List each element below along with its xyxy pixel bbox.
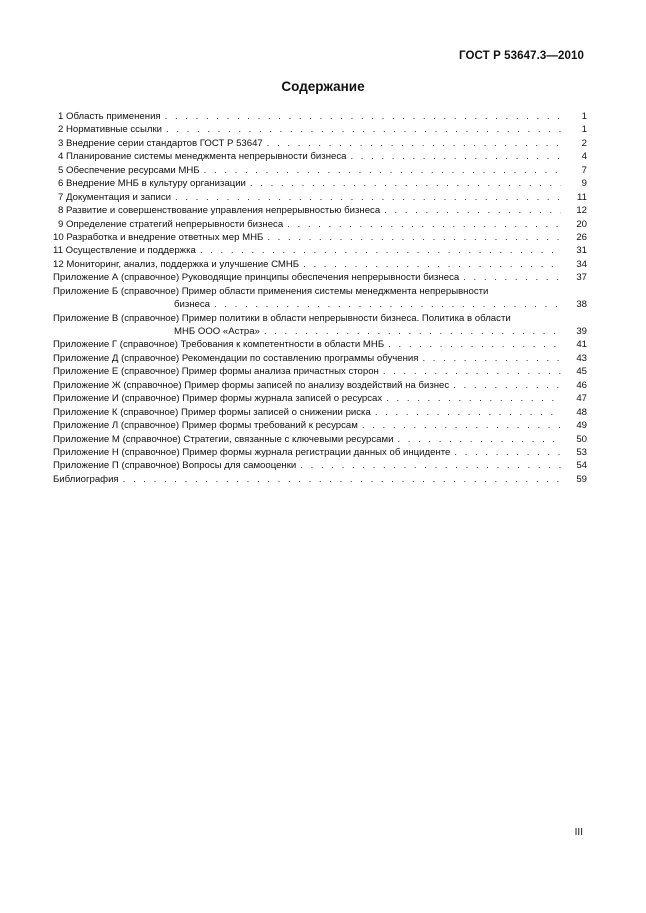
toc-entry-title: 9 Определение стратегий непрерывности бизнеса — [58, 218, 284, 230]
toc-entry[interactable] — [53, 177, 587, 190]
toc-entry-title: 2 Нормативные ссылки — [58, 124, 163, 136]
toc-entry-page: 9 — [581, 178, 587, 190]
toc-entry[interactable] — [53, 365, 587, 378]
toc-entry[interactable] — [53, 312, 587, 325]
toc-entry-title: 12 Мониторинг, анализ, поддержка и улучшение СМНБ — [53, 258, 300, 270]
toc-entry-page: 49 — [576, 420, 587, 432]
toc-entry-page: 2 — [581, 137, 587, 149]
toc-entry-page: 38 — [576, 299, 587, 311]
toc-entry-page: 54 — [576, 460, 587, 472]
toc-entry[interactable] — [53, 258, 587, 271]
toc-leader-dots — [384, 204, 561, 217]
toc-entry-title: Приложение П (справочное) Вопросы для самооценки — [53, 460, 297, 472]
toc-title: Содержание — [281, 79, 365, 94]
toc-entry-title: 10 Разработка и внедрение ответных мер МНБ — [53, 231, 264, 243]
toc-entry-title: Приложение Г (справочное) Требования к компетентности в области МНБ — [53, 339, 385, 351]
toc-entry-page: 48 — [576, 406, 587, 418]
toc-entry-page: 37 — [576, 272, 587, 284]
toc-entry-title: Приложение М (справочное) Стратегии, связанные с ключевыми ресурсами — [53, 433, 394, 445]
toc-entry[interactable] — [53, 164, 587, 177]
toc-entry-title: Приложение Ж (справочное) Пример формы записей по анализу воздействий на бизнес — [53, 379, 450, 391]
toc-leader-dots — [214, 298, 561, 311]
toc-entry-page: 50 — [576, 433, 587, 445]
toc-entry-title: Приложение Д (справочное) Рекомендации по составлению программы обучения — [53, 352, 419, 364]
toc-entry[interactable] — [53, 352, 587, 365]
toc-leader-dots — [350, 150, 561, 163]
toc-entry-page: 46 — [576, 379, 587, 391]
toc-entry[interactable] — [53, 137, 587, 150]
toc-entry-title: Приложение Б (справочное) Пример области применения системы менеджмента непрерывности — [53, 285, 489, 297]
toc-entry[interactable] — [53, 325, 587, 338]
toc-entry-page: 45 — [576, 366, 587, 378]
toc-leader-dots — [453, 379, 561, 392]
toc-entry[interactable] — [53, 244, 587, 257]
toc-leader-dots — [300, 459, 561, 472]
toc-entry[interactable] — [53, 150, 587, 163]
toc-entry-page: 43 — [576, 352, 587, 364]
toc-leader-dots — [204, 164, 561, 177]
toc-entry-page: 7 — [581, 164, 587, 176]
toc-entry-title: Приложение Е (справочное) Пример формы анализа причастных сторон — [53, 366, 379, 378]
table-of-contents — [53, 110, 587, 486]
toc-entry-title: 11 Осуществление и поддержка — [53, 245, 196, 257]
page-number: III — [574, 827, 583, 838]
toc-entry[interactable] — [53, 419, 587, 432]
toc-entry-title: 7 Документация и записи — [58, 191, 171, 203]
toc-entry-title: 1 Область применения — [58, 111, 161, 122]
toc-leader-dots — [250, 177, 561, 190]
toc-entry-page: 59 — [576, 473, 587, 485]
toc-entry-page: 39 — [576, 326, 587, 337]
toc-entry-title: бизнеса — [174, 299, 211, 311]
toc-leader-dots — [166, 123, 561, 136]
toc-entry[interactable] — [53, 271, 587, 284]
toc-entry-page: 12 — [576, 205, 587, 217]
toc-entry-page: 41 — [576, 339, 587, 351]
toc-entry-page: 4 — [581, 151, 587, 163]
toc-entry[interactable] — [53, 110, 587, 123]
toc-entry[interactable] — [53, 406, 587, 419]
toc-entry[interactable] — [53, 298, 587, 311]
toc-leader-dots — [175, 191, 561, 204]
toc-entry[interactable] — [53, 433, 587, 446]
toc-leader-dots — [375, 406, 561, 419]
toc-leader-dots — [386, 392, 561, 405]
toc-entry-title: 4 Планирование системы менеджмента непрерывности бизнеса — [58, 151, 347, 163]
toc-entry-page: 34 — [576, 258, 587, 270]
toc-entry-page: 47 — [576, 393, 587, 405]
toc-entry[interactable] — [53, 446, 587, 459]
toc-leader-dots — [454, 446, 561, 459]
toc-entry[interactable] — [53, 338, 587, 351]
toc-leader-dots — [267, 137, 561, 150]
toc-entry[interactable] — [53, 459, 587, 472]
toc-entry-page: 26 — [576, 231, 587, 243]
toc-entry-title: 8 Развитие и совершенствование управления непрерывностью бизнеса — [58, 205, 381, 217]
toc-leader-dots — [388, 338, 561, 351]
toc-entry-title: Приложение И (справочное) Пример формы журнала записей о ресурсах — [53, 393, 383, 405]
toc-entry-title: Приложение Л (справочное) Пример формы требований к ресурсам — [53, 420, 358, 432]
toc-entry[interactable] — [53, 473, 587, 486]
toc-entry-page: 20 — [576, 218, 587, 230]
toc-leader-dots — [463, 271, 561, 284]
toc-leader-dots — [397, 433, 561, 446]
toc-entry-page: 31 — [576, 245, 587, 257]
toc-entry-title: Приложение В (справочное) Пример политики в области непрерывности бизнеса. Политика в области — [53, 312, 511, 324]
document-code: ГОСТ Р 53647.3—2010 — [459, 50, 584, 62]
toc-entry[interactable] — [53, 123, 587, 136]
toc-entry[interactable] — [53, 392, 587, 405]
toc-leader-dots — [267, 231, 561, 244]
toc-entry-page: 11 — [577, 191, 587, 203]
toc-entry-title: 6 Внедрение МНБ в культуру организации — [58, 178, 246, 190]
toc-entry-page: 53 — [576, 446, 587, 458]
toc-leader-dots — [165, 110, 561, 123]
toc-entry-title: 5 Обеспечение ресурсами МНБ — [58, 164, 200, 176]
toc-entry[interactable] — [53, 204, 587, 217]
toc-entry-title: Приложение К (справочное) Пример формы записей о снижении риска — [53, 406, 371, 418]
toc-leader-dots — [362, 419, 561, 432]
toc-entry-title: МНБ ООО «Астра» — [174, 326, 260, 337]
toc-entry-page: 1 — [581, 111, 587, 122]
toc-leader-dots — [287, 218, 561, 231]
toc-entry-title: Приложение А (справочное) Руководящие принципы обеспечения непрерывности бизнеса — [53, 272, 460, 284]
toc-entry-title: 3 Внедрение серии стандартов ГОСТ Р 53647 — [58, 137, 263, 149]
toc-entry[interactable] — [53, 191, 587, 204]
toc-leader-dots — [264, 325, 561, 338]
toc-entry[interactable] — [53, 379, 587, 392]
toc-entry-title: Библиография — [53, 473, 119, 485]
toc-entry[interactable] — [53, 231, 587, 244]
toc-leader-dots — [303, 258, 561, 271]
toc-leader-dots — [383, 365, 561, 378]
toc-entry[interactable] — [53, 218, 587, 231]
toc-entry-page: 1 — [581, 124, 587, 136]
toc-leader-dots — [422, 352, 561, 365]
toc-leader-dots — [123, 473, 561, 486]
toc-entry[interactable] — [53, 285, 587, 298]
toc-entry-title: Приложение Н (справочное) Пример формы журнала регистрации данных об инциденте — [53, 446, 451, 458]
toc-leader-dots — [200, 244, 561, 257]
